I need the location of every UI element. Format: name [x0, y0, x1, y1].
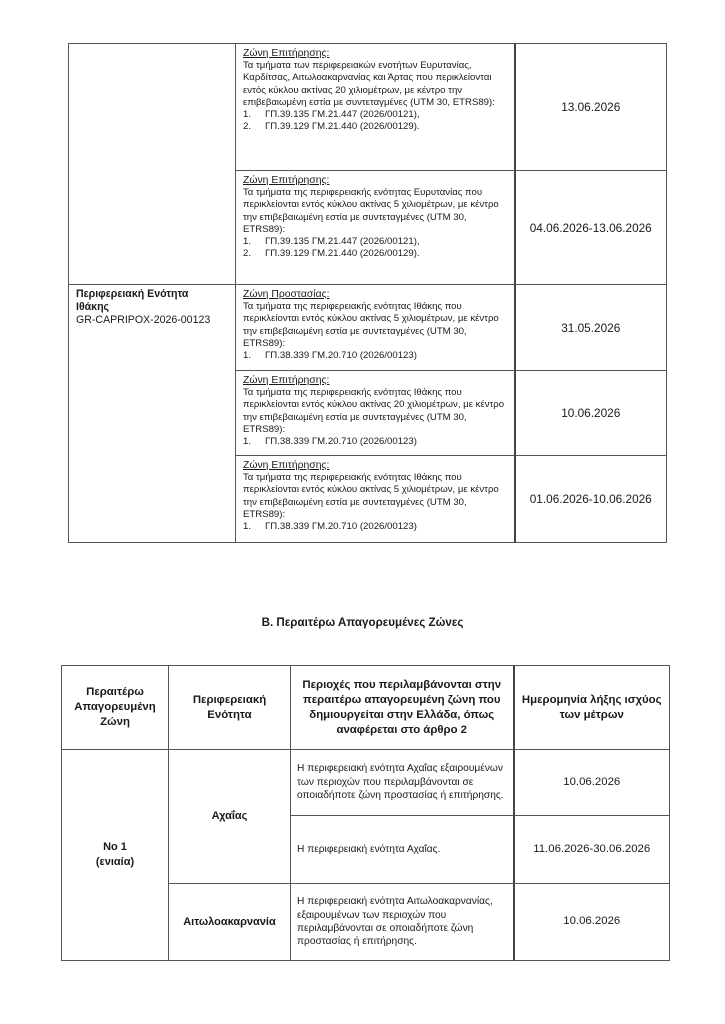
area-description: Η περιφερειακή ενότητα Αιτωλοακαρνανίας, εξαιρουμένων των περιοχών που περιλαμβάνονται σε οποιαδήποτε ζώνη προστασίας ή επιτήρησης. [291, 884, 514, 961]
list-item: 1. ΓΠ.38.339 ΓΜ.20.710 (2026/00123) [243, 436, 417, 448]
zone-text: Τα τμήματα της περιφερειακής ενότητας Ευρυτανίας που περικλείονται εντός κύκλου ακτίνας 5 χιλιομέτρων, με κέντρο την επιβεβαιωμένη εστία με συντεταγμένες (UTM 30, ETRS89): [243, 187, 499, 235]
list-item: 1. ΓΠ.39.135 ΓΜ.21.447 (2026/00121), [243, 236, 420, 248]
table-row [69, 44, 667, 171]
zone-number: Νο 1 [103, 841, 127, 853]
zone-title: Ζώνη Επιτήρησης: [243, 375, 330, 386]
list-item: 2. ΓΠ.39.129 ΓΜ.21.440 (2026/00129). [243, 248, 420, 260]
region-name: Αιτωλοακαρνανία [169, 884, 291, 961]
region-cell-empty [69, 44, 236, 285]
table-row [62, 750, 670, 816]
end-date: 10.06.2026 [514, 750, 670, 816]
list-item: 1. ΓΠ.38.339 ΓΜ.20.710 (2026/00123) [243, 521, 417, 533]
header-zone: Περαιτέρω Απαγορευμένη Ζώνη [62, 666, 169, 750]
table-row [69, 285, 667, 371]
end-date: 13.06.2026 [515, 44, 667, 171]
zone-text: Τα τμήματα των περιφερειακών ενοτήτων Ευρυτανίας, Καρδίτσας, Αιτωλοακαρνανίας και Άρτας που περικλείονται εντός κύκλου ακτίνας 20 χιλιομέτρων, με κέντρο την επιβεβαιωμένη εστία με συντεταγμένες (UTM 30, ETRS89): [243, 60, 495, 108]
outbreak-code: GR-CAPRIPOX-2026-00123 [76, 314, 211, 326]
zone-description [236, 456, 515, 543]
header-end-date: Ημερομηνία λήξης ισχύος των μέτρων [514, 666, 670, 750]
zone-description [236, 171, 515, 285]
list-item: 2. ΓΠ.39.129 ΓΜ.21.440 (2026/00129). [243, 121, 420, 133]
zone-title: Ζώνη Επιτήρησης: [243, 460, 330, 471]
zone-title: Ζώνη Προστασίας: [243, 289, 330, 300]
zone-description [236, 371, 515, 456]
end-date: 11.06.2026-30.06.2026 [514, 816, 670, 884]
zones-table-continued [68, 43, 667, 543]
end-date: 10.06.2026 [515, 371, 667, 456]
end-date: 10.06.2026 [514, 884, 670, 961]
zone-text: Τα τμήματα της περιφερειακής ενότητας Ιθάκης που περικλείονται εντός κύκλου ακτίνας 20 χιλιομέτρων, με κέντρο την επιβεβαιωμένη εστία με συντεταγμένες (UTM 30, ETRS89): [243, 387, 505, 435]
end-date: 01.06.2026-10.06.2026 [515, 456, 667, 543]
zone-title: Ζώνη Επιτήρησης: [243, 48, 330, 59]
zone-text: Τα τμήματα της περιφερειακής ενότητας Ιθάκης που περικλείονται εντός κύκλου ακτίνας 5 χιλιομέτρων, με κέντρο την επιβεβαιωμένη εστία με συντεταγμένες (UTM 30, ETRS89): [243, 301, 499, 349]
region-name: Αχαΐας [169, 750, 291, 884]
list-item: 1. ΓΠ.39.135 ΓΜ.21.447 (2026/00121), [243, 109, 420, 121]
end-date: 31.05.2026 [515, 285, 667, 371]
zone-description [236, 44, 515, 171]
section-title: Β. Περαιτέρω Απαγορευμένες Ζώνες [261, 616, 464, 629]
area-description: Η περιφερειακή ενότητα Αχαΐας εξαιρουμένων των περιοχών που περιλαμβάνονται σε οποιαδήποτε ζώνη προστασίας ή επιτήρησης. [291, 750, 514, 816]
zone-type: (ενιαία) [95, 856, 135, 868]
zone-text: Τα τμήματα της περιφερειακής ενότητας Ιθάκης που περικλείονται εντός κύκλου ακτίνας 5 χιλιομέτρων, με κέντρο την επιβεβαιωμένη εστία με συντεταγμένες (UTM 30, ETRS89): [243, 472, 499, 520]
header-region: Περιφερειακή Ενότητα [169, 666, 291, 750]
list-item: 1. ΓΠ.38.339 ΓΜ.20.710 (2026/00123) [243, 350, 417, 362]
zone-title: Ζώνη Επιτήρησης: [243, 175, 330, 186]
header-areas: Περιοχές που περιλαμβάνονται στην περαιτέρω απαγορευμένη ζώνη που δημιουργείται στην Ελλάδα, όπως αναφέρεται στο άρθρο 2 [291, 666, 514, 750]
end-date: 04.06.2026-13.06.2026 [515, 171, 667, 285]
area-description: Η περιφερειακή ενότητα Αχαΐας. [291, 816, 514, 884]
region-name: Περιφερειακή Ενότητα [76, 288, 189, 300]
table-header-row [62, 666, 670, 750]
zone-number-cell [62, 750, 169, 961]
zone-description [236, 285, 515, 371]
further-restricted-zones-table [61, 665, 670, 961]
region-name-line2: Ιθάκης [76, 301, 110, 313]
region-ithaki-cell [69, 285, 236, 543]
